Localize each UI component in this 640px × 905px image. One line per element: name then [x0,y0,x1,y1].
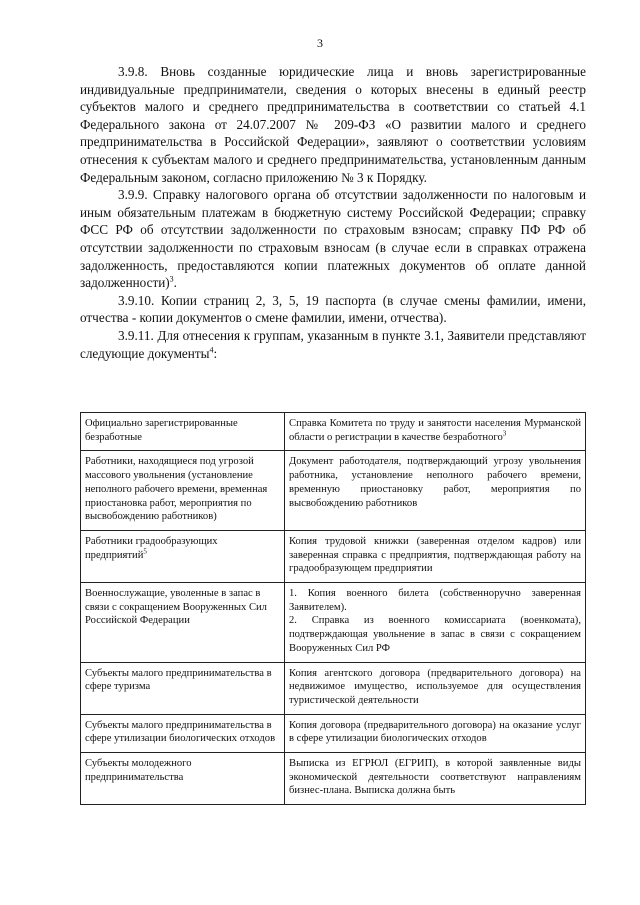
documents-cell: Выписка из ЕГРЮЛ (ЕГРИП), в которой заявленные виды экономической деятельности соответствуют направлениям бизнес-плана. Выписка должна быть [285,753,586,805]
table-row [81,583,586,663]
documents-cell: Копия трудовой книжки (заверенная отделом кадров) или заверенная справка с предприятия, подтверждающая работу на градообразующем предприятии [285,530,586,582]
table-row [81,530,586,582]
footnote-ref: 3 [169,274,174,284]
group-cell: Работники градообразующих предприятий$^5$ [81,530,285,582]
page-number: 3 [317,36,323,50]
documents-cell: Документ работодателя, подтверждающий угрозу увольнения работника, установление неполного рабочего времени, временную приостановку работ, мероприятия по высвобождению работников [285,451,586,531]
paragraph-3-9-9: 3.9.9. Справку налогового органа об отсутствии задолженности по налоговым и иным обязательным платежам в бюджетную систему Российской Федерации; справку ФСС РФ об отсутствии задолженности по страховым взносам; справку ПФ РФ об отсутствии задолженности по страховым взносам (в случае если в справках отражена задолженность, предоставляются копии платежных документов об оплате данной задолженности)$^3$. [80,187,586,291]
group-cell: Официально зарегистрированные безработные [81,413,285,451]
table-row [81,451,586,531]
table-row [81,753,586,805]
group-cell: Работники, находящиеся под угрозой массового увольнения (установление неполного рабочего времени, временная приостановка работ, мероприятия по высвобождению работников) [81,451,285,531]
footnote-ref: 4 [209,345,214,355]
documents-cell: Справка Комитета по труду и занятости населения Мурманской области о регистрации в качестве безработного$^3$ [285,413,586,451]
documents-cell: Копия договора (предварительного договора) на оказание услуг в сфере утилизации биологических отходов [285,714,586,752]
documents-cell: 1. Копия военного билета (собственноручно заверенная Заявителем). 2. Справка из военного комиссариата (военкомата), подтверждающая увольнение в запас в связи с сокращением Вооруженных Сил РФ [285,583,586,663]
table-row [81,714,586,752]
paragraph-3-9-8: 3.9.8. Вновь созданные юридические лица и вновь зарегистрированные индивидуальные предприниматели, сведения о которых внесены в единый реестр субъектов малого и среднего предпринимательства в соответствии со статьей 4.1 Федерального закона от 24.07.2007 № 209-ФЗ «О развитии малого и среднего предпринимательства в Российской Федерации», заявляют о соответствии условиям отнесения к субъектам малого и среднего предпринимательства, установленным данным Федеральным законом, согласно приложению № 3 к Порядку. [80,64,586,185]
table-row [81,413,586,451]
body-text [80,63,586,362]
paragraph-3-9-11: 3.9.11. Для отнесения к группам, указанным в пункте 3.1, Заявители представляют следующие документы$^4$: [80,327,586,361]
paragraph-3-9-10: 3.9.10. Копии страниц 2, 3, 5, 19 паспорта (в случае смены фамилии, имени, отчества - копии документов о смене фамилии, имени, отчества). [80,292,586,326]
group-cell: Субъекты молодежного предпринимательства [81,753,285,805]
group-cell: Субъекты малого предпринимательства в сфере туризма [81,662,285,714]
group-cell: Военнослужащие, уволенные в запас в связи с сокращением Вооруженных Сил Российской Федерации [81,583,285,663]
footnote-ref: 3 [502,429,507,438]
documents-cell: Копия агентского договора (предварительного договора) на недвижимое имущество, используемое для осуществления туристической деятельности [285,662,586,714]
documents-table [80,412,586,805]
table-row [81,662,586,714]
footnote-ref: 5 [143,547,147,556]
group-cell: Субъекты малого предпринимательства в сфере утилизации биологических отходов [81,714,285,752]
